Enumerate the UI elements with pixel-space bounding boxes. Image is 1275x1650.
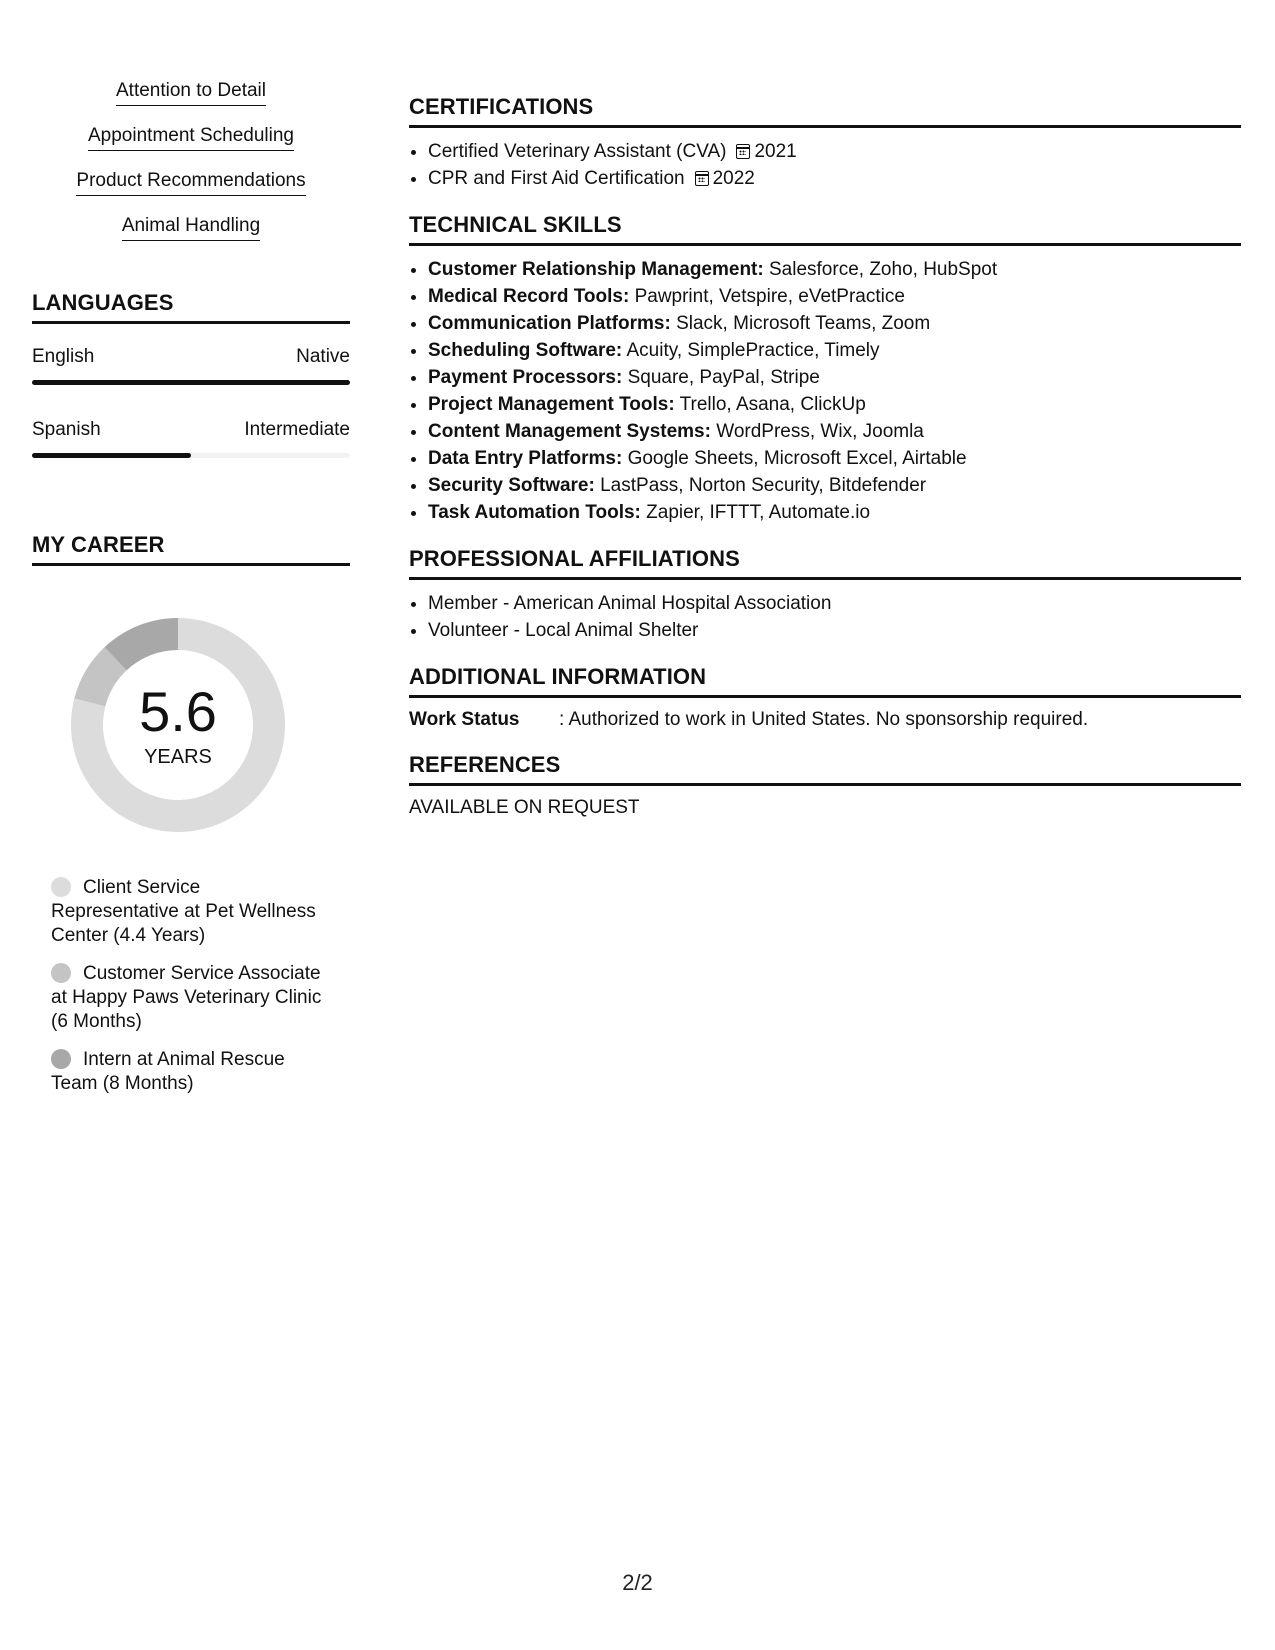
tech-skill-label: Medical Record Tools: [428,286,630,307]
affiliations-title: PROFESSIONAL AFFILIATIONS [409,546,1241,580]
work-status-value: : Authorized to work in United States. No sponsorship required. [559,709,1089,730]
tech-skill-item [428,364,1241,391]
language-name: Spanish [32,419,101,440]
tech-skill-value: LastPass, Norton Security, Bitdefender [600,475,927,496]
tech-skill-label: Payment Processors: [428,367,623,388]
work-status-row [409,708,1241,732]
tech-skill-item [428,499,1241,526]
career-title: MY CAREER [32,532,350,566]
affiliations-section [409,546,1241,644]
certification-year: 2022 [712,168,755,189]
tech-skill-value: Trello, Asana, ClickUp [679,394,866,415]
tech-skill-value: Salesforce, Zoho, HubSpot [769,259,998,280]
tech-skill-value: Square, PayPal, Stripe [627,367,820,388]
languages-title: LANGUAGES [32,290,350,324]
legend-item [51,1048,331,1096]
references-title: REFERENCES [409,752,1241,786]
legend-dot-icon [51,963,71,983]
tech-skill-value: Pawprint, Vetspire, eVetPractice [634,286,905,307]
certifications-section [409,94,1241,192]
skill-tag: Animal Handling [122,215,260,241]
language-bar [32,453,350,458]
career-total-value: 5.6 [139,679,217,743]
tech-skill-label: Security Software: [428,475,595,496]
affiliation-item: • Member - American Animal Hospital Association [428,590,1241,617]
legend-item [51,962,331,1034]
tech-skill-label: Data Entry Platforms: [428,448,623,469]
tech-skill-label: Communication Platforms: [428,313,671,334]
legend-dot-icon [51,1049,71,1069]
tech-skill-item [428,283,1241,310]
tech-skill-item [428,337,1241,364]
language-item [32,346,350,385]
work-status-key: Work Status [409,709,520,730]
calendar-icon [736,144,750,159]
tech-skill-item [428,418,1241,445]
language-item [32,419,350,458]
technical-skills-section [409,212,1241,526]
tech-skill-item [428,472,1241,499]
references-text: AVAILABLE ON REQUEST [409,797,640,818]
tech-skill-value: WordPress, Wix, Joomla [716,421,924,442]
certification-item [428,138,1241,165]
page-number: 2/2 [622,1570,653,1595]
certifications-title: CERTIFICATIONS [409,94,1241,128]
career-section [32,532,350,1096]
skills-list [32,80,350,260]
tech-skill-item [428,391,1241,418]
additional-info-section [409,664,1241,732]
tech-skill-value: Google Sheets, Microsoft Excel, Airtable [627,448,967,469]
language-level: Native [296,346,350,367]
calendar-icon [695,171,709,186]
tech-skill-item [428,310,1241,337]
tech-skill-label: Scheduling Software: [428,340,623,361]
skill-tag: Product Recommendations [76,170,305,196]
career-total-label: YEARS [144,745,212,768]
tech-skill-item [428,445,1241,472]
tech-skill-label: Project Management Tools: [428,394,675,415]
right-column [409,94,1241,840]
language-name: English [32,346,95,367]
technical-skills-title: TECHNICAL SKILLS [409,212,1241,246]
skill-tag: Attention to Detail [116,80,266,106]
tech-skill-value: Zapier, IFTTT, Automate.io [646,502,871,523]
references-section [409,752,1241,820]
certification-name: Certified Veterinary Assistant (CVA) [428,141,727,162]
language-level: Intermediate [244,419,350,440]
certification-item [428,165,1241,192]
tech-skill-label: Task Automation Tools: [428,502,641,523]
left-column [32,80,350,1110]
affiliation-item: • Volunteer - Local Animal Shelter [428,617,1241,644]
tech-skill-label: Customer Relationship Management: [428,259,764,280]
language-bar-fill [32,380,350,385]
tech-skill-label: Content Management Systems: [428,421,711,442]
legend-item [51,876,331,948]
career-legend [32,876,331,1096]
legend-label: Client Service Representative at Pet Wellness Center (4.4 Years) [51,877,316,946]
legend-dot-icon [51,877,71,897]
certification-year: 2021 [754,141,797,162]
donut-center [63,610,293,840]
career-donut-chart [63,610,293,840]
legend-label: Customer Service Associate at Happy Paws Veterinary Clinic (6 Months) [51,963,322,1032]
language-bar-fill [32,453,191,458]
languages-section [32,290,350,458]
tech-skill-value: Acuity, SimplePractice, Timely [626,340,880,361]
tech-skill-value: Slack, Microsoft Teams, Zoom [676,313,931,334]
tech-skill-item [428,256,1241,283]
language-bar [32,380,350,385]
skill-tag: Appointment Scheduling [88,125,294,151]
certification-name: CPR and First Aid Certification [428,168,685,189]
legend-label: Intern at Animal Rescue Team (8 Months) [51,1049,285,1094]
additional-info-title: ADDITIONAL INFORMATION [409,664,1241,698]
